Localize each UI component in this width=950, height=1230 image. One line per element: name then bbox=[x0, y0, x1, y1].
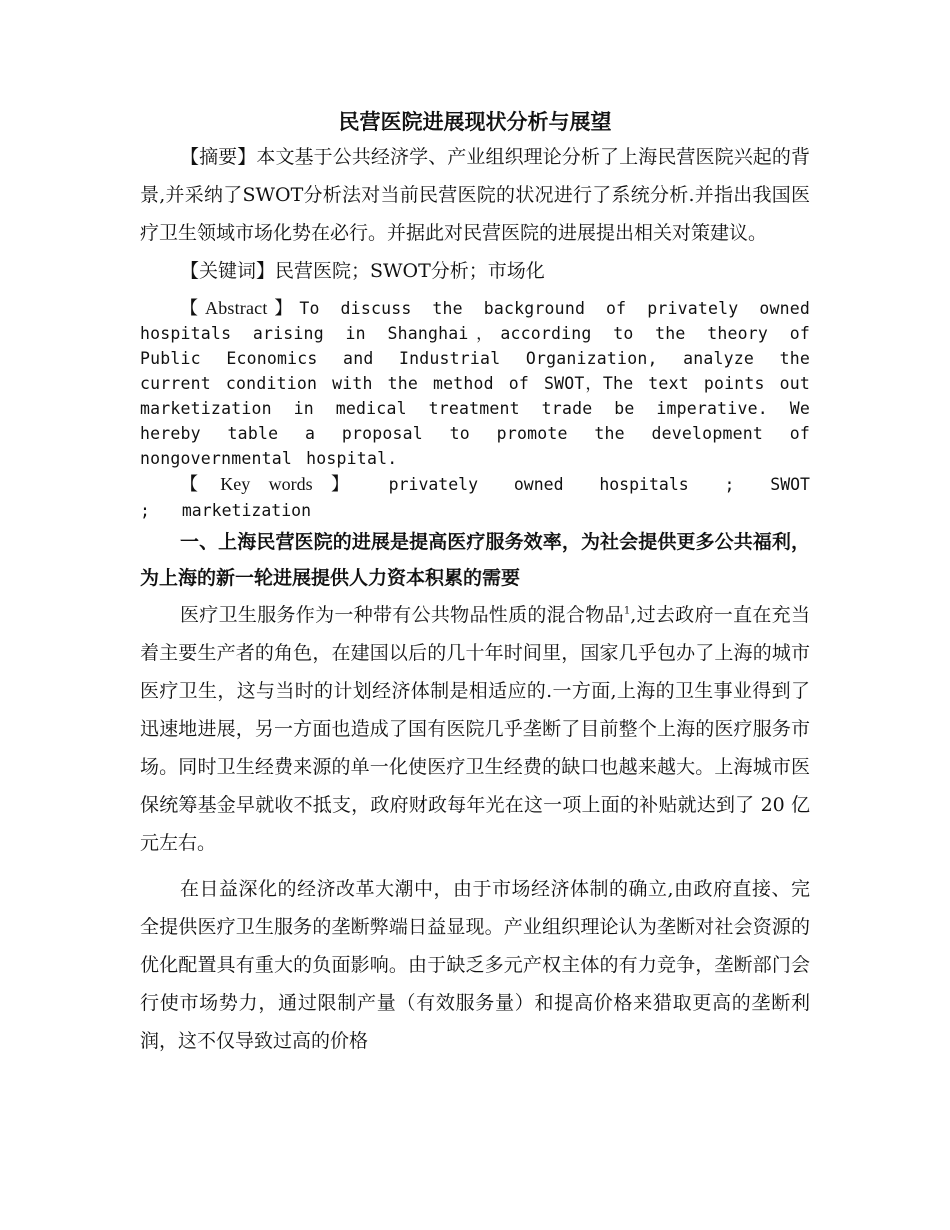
abstract-en-label: 【Abstract】 bbox=[180, 298, 300, 318]
footnote-marker[interactable]: 1 bbox=[623, 605, 631, 617]
keywords-en bbox=[140, 471, 810, 524]
section-heading: 一、上海民营医院的进展是提高医疗服务效率，为社会提供更多公共福利，为上海的新一轮进展提供人力资本积累的需要 bbox=[140, 531, 810, 589]
para1-text-a: 医疗卫生服务作为一种带有公共物品性质的混合物品 bbox=[180, 604, 624, 626]
abstract-cn-text: 本文基于公共经济学、产业组织理论分析了上海民营医院兴起的背景,并采纳了SWOT分析法对当前民营医院的状况进行了系统分析.并指出我国医疗卫生领域市场化势在必行。并据此对民营医院的进展提出相关对策建议。 bbox=[140, 146, 810, 244]
keywords-cn-text: 民营医院；SWOT分析；市场化 bbox=[275, 260, 545, 282]
abstract-en-text: To discuss the background of privately owned hospitals arising in Shanghai，according to the theory of Public Economics and Industrial Organization, analyze the current condition with the method of SWOT，The text points out marketization in medical treatment trade be imperative. We hereby table a proposal to promote the development of nongovernmental hospital. bbox=[140, 299, 810, 468]
document-title: 民营医院进展现状分析与展望 bbox=[338, 109, 612, 134]
abstract-cn bbox=[140, 138, 810, 252]
keywords-cn bbox=[140, 252, 810, 290]
document-page bbox=[140, 108, 810, 1060]
keywords-en-label: 【 Key words 】 bbox=[180, 474, 353, 494]
body-paragraph-2: 在日益深化的经济改革大潮中，由于市场经济体制的确立,由政府直接、完全提供医疗卫生服务的垄断弊端日益显现。产业组织理论认为垄断对社会资源的优化配置具有重大的负面影响。由于缺乏多元产权主体的有力竞争，垄断部门会行使市场势力，通过限制产量（有效服务量）和提高价格来猎取更高的垄断利润，这不仅导致过高的价格 bbox=[140, 878, 810, 1052]
para1-text-b: ,过去政府一直在充当着主要生产者的角色，在建国以后的几十年时间里，国家几乎包办了上海的城市医疗卫生，这与当时的计划经济体制是相适应的.一方面,上海的卫生事业得到了迅速地进展，另一方面也造成了国有医院几乎垄断了目前整个上海的医疗服务市场。同时卫生经费来源的单一化使医疗卫生经费的缺口也越来越大。上海城市医保统筹基金早就收不抵支，政府财政每年光在这一项上面的补贴就达到了 20 亿元左右。 bbox=[140, 604, 810, 854]
keywords-cn-label: 【关键词】 bbox=[180, 260, 276, 282]
abstract-en-block bbox=[140, 296, 810, 524]
abstract-cn-label: 【摘要】 bbox=[180, 146, 257, 168]
keywords-en-text: privately owned hospitals ; SWOT ; marketization bbox=[140, 475, 810, 520]
abstract-en bbox=[140, 296, 810, 471]
body-paragraph-1 bbox=[140, 596, 810, 862]
